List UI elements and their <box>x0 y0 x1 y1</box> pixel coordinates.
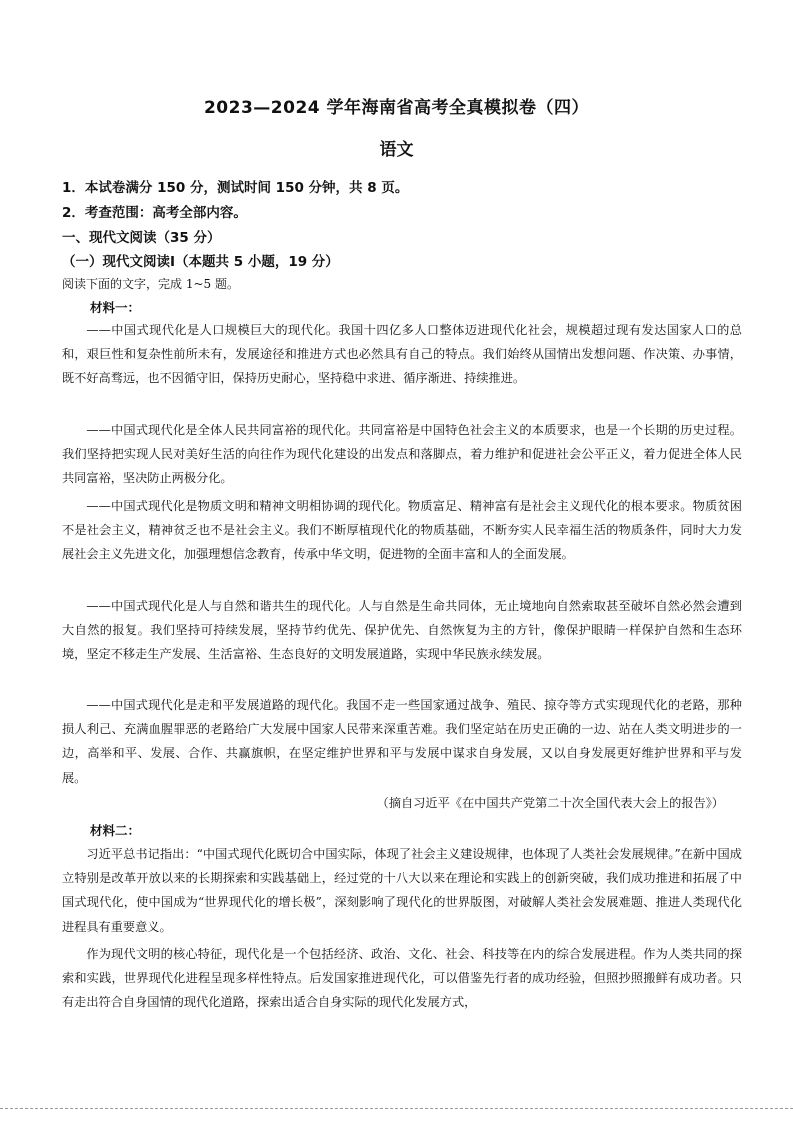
material-1-paragraph: ——中国式现代化是全体人民共同富裕的现代化。共同富裕是中国特色社会主义的本质要求，也是一个长期的历史过程。我们坚持把实现人民对美好生活的向往作为现代化建设的出发点和落脚点，着力维护和促进社会公平正义，着力促进全体人民共同富裕，坚决防止两极分化。 <box>62 423 742 486</box>
material-2-paragraph: 作为现代文明的核心特征，现代化是一个包括经济、政治、文化、社会、科技等在内的综合发展进程。作为人类共同的探索和实践，世界现代化进程呈现多样性特点。后发国家推进现代化，可以借鉴先行者的成功经验，但照抄照搬鲜有成功者。只有走出符合自身国情的现代化道路，探索出适合自身实际的现代化发展方式， <box>62 947 742 1010</box>
note-1: 1．本试卷满分 150 分，测试时间 150 分钟，共 8 页。 <box>62 180 409 196</box>
page-bottom-divider <box>0 1108 793 1109</box>
subject-title: 语文 <box>379 140 414 160</box>
material-1-paragraph: ——中国式现代化是走和平发展道路的现代化。我国不走一些国家通过战争、殖民、掠夺等方式实现现代化的老路，那种损人利己、充满血腥罪恶的老路给广大发展中国家人民带来深重苦难。我们坚定站在历史正确的一边、站在人类文明进步的一边，高举和平、发展、合作、共赢旗帜，在坚定维护世界和平与发展中谋求自身发展，又以自身发展更好维护世界和平与发展。 <box>62 698 742 785</box>
section-heading: 一、现代文阅读（35 分） <box>62 230 221 246</box>
material-1-paragraph: ——中国式现代化是人口规模巨大的现代化。我国十四亿多人口整体迈进现代化社会，规模超过现有发达国家人口的总和，艰巨性和复杂性前所未有，发展途径和推进方式也必然具有自己的特点。我们始终从国情出发想问题、作决策、办事情，既不好高骛远，也不因循守旧，保持历史耐心，坚持稳中求进、循序渐进、持续推进。 <box>62 323 742 386</box>
exam-title: 2023—2024 学年海南省高考全真模拟卷（四） <box>203 98 590 118</box>
reading-instruction: 阅读下面的文字，完成 1~5 题。 <box>62 277 239 291</box>
material-2-label: 材料二： <box>90 823 141 838</box>
material-1-source: （摘自习近平《在中国共产党第二十次全国代表大会上的报告》） <box>376 796 724 810</box>
note-2: 2．考查范围：高考全部内容。 <box>62 205 247 221</box>
material-1-paragraph: ——中国式现代化是物质文明和精神文明相协调的现代化。物质富足、精神富有是社会主义现代化的根本要求。物质贫困不是社会主义，精神贫乏也不是社会主义。我们不断厚植现代化的物质基础，不断夯实人民幸福生活的物质条件，同时大力发展社会主义先进文化，加强理想信念教育，传承中华文明，促进物的全面丰富和人的全面发展。 <box>62 499 742 562</box>
material-2-paragraph: 习近平总书记指出：“中国式现代化既切合中国实际，体现了社会主义建设规律，也体现了人类社会发展规律。”在新中国成立特别是改革开放以来的长期探索和实践基础上，经过党的十八大以来在理论和实践上的创新突破，我们成功推进和拓展了中国式现代化，使中国成为“世界现代化的增长极”，深刻影响了现代化的世界版图，对破解人类社会发展难题、推进人类现代化进程具有重要意义。 <box>62 847 742 934</box>
material-1-paragraph: ——中国式现代化是人与自然和谐共生的现代化。人与自然是生命共同体，无止境地向自然索取甚至破坏自然必然会遭到大自然的报复。我们坚持可持续发展，坚持节约优先、保护优先、自然恢复为主的方针，像保护眼睛一样保护自然和生态环境，坚定不移走生产发展、生活富裕、生态良好的文明发展道路，实现中华民族永续发展。 <box>62 599 742 662</box>
section-subheading: （一）现代文阅读Ⅰ（本题共 5 小题，19 分） <box>62 254 339 270</box>
material-1-label: 材料一： <box>90 300 141 315</box>
